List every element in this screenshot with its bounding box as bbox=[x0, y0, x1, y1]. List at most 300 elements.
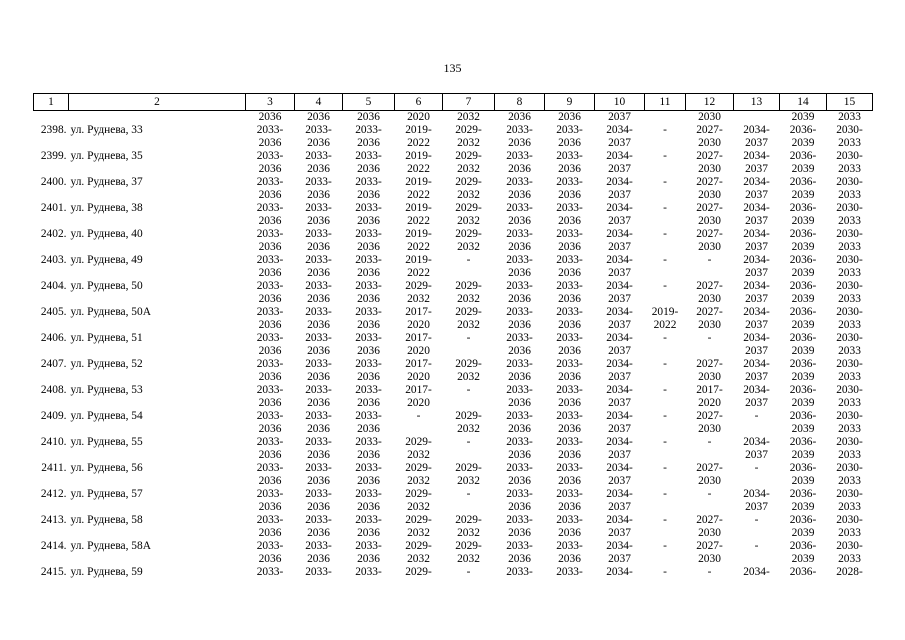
period-start-cell: 2033- bbox=[256, 540, 284, 552]
period-start-cell: 2036- bbox=[789, 202, 817, 214]
column-header: 6 bbox=[395, 94, 443, 111]
row-number: 2415. bbox=[40, 566, 67, 578]
period-start-cell: 2033- bbox=[506, 488, 533, 500]
column-header: 15 bbox=[827, 94, 873, 111]
period-end-cell: 2036 bbox=[307, 241, 330, 253]
period-end-cell: 2037 bbox=[608, 293, 631, 305]
period-start-cell: 2027- bbox=[696, 202, 723, 214]
empty-cell bbox=[69, 397, 246, 410]
period-start-cell: 2030- bbox=[836, 384, 863, 396]
table-row-continuation bbox=[34, 397, 873, 410]
empty-cell bbox=[34, 449, 69, 462]
period-end-cell: 2032 bbox=[457, 475, 480, 487]
period-start-cell: 2033- bbox=[305, 566, 332, 578]
period-end-cell: 2036 bbox=[508, 163, 531, 175]
period-end-cell: 2022 bbox=[407, 241, 430, 253]
period-start-cell: 2033- bbox=[355, 566, 382, 578]
period-start-cell: 2029- bbox=[455, 124, 482, 136]
period-start-cell: 2029- bbox=[405, 566, 432, 578]
period-end-cell: 2039 bbox=[791, 527, 815, 539]
period-end-cell: 2032 bbox=[457, 241, 480, 253]
period-start-cell: 2033- bbox=[256, 228, 284, 240]
period-start-cell: 2030- bbox=[836, 410, 863, 422]
period-start-cell: 2027- bbox=[696, 124, 723, 136]
row-number: 2412. bbox=[40, 488, 67, 500]
period-end-cell: 2032 bbox=[457, 371, 480, 383]
row-number: 2399. bbox=[40, 150, 67, 162]
period-end-cell bbox=[734, 423, 780, 436]
period-start-cell: - bbox=[466, 332, 471, 344]
period-start-cell: 2036- bbox=[789, 436, 817, 448]
period-end-cell: 2036 bbox=[258, 267, 282, 279]
period-start-cell: 2017- bbox=[696, 384, 723, 396]
period-start-cell: - bbox=[466, 488, 471, 500]
period-start-cell: 2030- bbox=[836, 228, 863, 240]
period-end-cell: 2039 bbox=[791, 501, 815, 513]
period-end-cell: 2039 bbox=[791, 345, 815, 357]
period-end-cell bbox=[443, 267, 495, 280]
column-header: 8 bbox=[495, 94, 545, 111]
period-start-cell: 2034- bbox=[606, 436, 633, 448]
period-start-cell: 2034- bbox=[606, 228, 633, 240]
period-start-cell: - bbox=[663, 462, 667, 474]
row-number: 2414. bbox=[40, 540, 67, 552]
table-row bbox=[34, 514, 873, 527]
period-end-cell bbox=[734, 527, 780, 540]
period-end-cell: 2022 bbox=[407, 215, 430, 227]
column-header: 13 bbox=[734, 94, 780, 111]
period-start-cell: 2033- bbox=[506, 384, 533, 396]
period-start-cell: 2034- bbox=[606, 488, 633, 500]
period-start-cell: 2033- bbox=[305, 514, 332, 526]
period-end-cell: 2036 bbox=[508, 527, 531, 539]
period-start-cell: 2034- bbox=[606, 384, 633, 396]
period-start-cell: 2033- bbox=[355, 540, 382, 552]
continuation-cell: 2033 bbox=[838, 111, 861, 123]
period-end-cell: 2039 bbox=[791, 475, 815, 487]
table-row-continuation bbox=[34, 137, 873, 150]
period-start-cell: 2034- bbox=[606, 150, 633, 162]
period-start-cell: 2033- bbox=[305, 332, 332, 344]
period-start-cell: 2034- bbox=[606, 280, 633, 292]
period-end-cell: 2037 bbox=[608, 319, 631, 331]
period-end-cell: 2036 bbox=[307, 475, 330, 487]
period-start-cell: - bbox=[663, 488, 667, 500]
period-start-cell: 2033- bbox=[305, 176, 332, 188]
period-start-cell: 2033- bbox=[355, 254, 382, 266]
column-header: 2 bbox=[69, 94, 246, 111]
period-start-cell: 2033- bbox=[506, 514, 533, 526]
street-address: ул. Руднева, 56 bbox=[70, 462, 143, 474]
period-start-cell: 2036- bbox=[789, 488, 817, 500]
period-end-cell: 2036 bbox=[357, 189, 380, 201]
period-end-cell: 2037 bbox=[608, 501, 631, 513]
period-end-cell: 2032 bbox=[407, 449, 430, 461]
period-start-cell: - bbox=[754, 410, 759, 422]
period-start-cell: - bbox=[707, 566, 712, 578]
table-row bbox=[34, 332, 873, 345]
period-end-cell: 2036 bbox=[558, 267, 581, 279]
row-number: 2407. bbox=[40, 358, 67, 370]
period-start-cell: 2033- bbox=[506, 566, 533, 578]
period-start-cell: 2033- bbox=[305, 410, 332, 422]
row-number: 2404. bbox=[40, 280, 67, 292]
period-start-cell: 2033- bbox=[305, 306, 332, 318]
period-start-cell: - bbox=[663, 566, 667, 578]
period-start-cell: - bbox=[707, 436, 712, 448]
period-end-cell: 2036 bbox=[357, 319, 380, 331]
period-end-cell: 2033 bbox=[838, 449, 861, 461]
period-start-cell: 2033- bbox=[556, 540, 583, 552]
period-start-cell: 2033- bbox=[556, 358, 583, 370]
period-start-cell: 2029- bbox=[455, 514, 482, 526]
period-end-cell: 2036 bbox=[307, 501, 330, 513]
street-address: ул. Руднева, 54 bbox=[70, 410, 143, 422]
period-end-cell: 2036 bbox=[558, 215, 581, 227]
period-start-cell: 2033- bbox=[506, 150, 533, 162]
period-start-cell: 2036- bbox=[789, 540, 817, 552]
period-start-cell: 2033- bbox=[256, 332, 284, 344]
period-end-cell: 2037 bbox=[608, 241, 631, 253]
period-end-cell: 2036 bbox=[558, 423, 581, 435]
period-end-cell: 2033 bbox=[838, 501, 861, 513]
period-start-cell: 2033- bbox=[256, 410, 284, 422]
period-start-cell: 2033- bbox=[556, 202, 583, 214]
table-row bbox=[34, 176, 873, 189]
row-number: 2408. bbox=[40, 384, 67, 396]
period-end-cell: 2036 bbox=[307, 215, 330, 227]
period-start-cell: 2034- bbox=[606, 202, 633, 214]
period-start-cell: 2033- bbox=[256, 384, 284, 396]
empty-cell bbox=[69, 137, 246, 150]
period-start-cell: 2027- bbox=[696, 280, 723, 292]
period-end-cell: 2036 bbox=[357, 475, 380, 487]
period-start-cell: 2034- bbox=[743, 124, 770, 136]
period-start-cell: 2034- bbox=[743, 488, 770, 500]
row-number: 2411. bbox=[41, 462, 67, 474]
period-end-cell: 2032 bbox=[457, 215, 480, 227]
period-start-cell: 2033- bbox=[506, 176, 533, 188]
period-start-cell: 2027- bbox=[696, 176, 723, 188]
period-end-cell bbox=[686, 267, 734, 280]
street-address: ул. Руднева, 35 bbox=[70, 150, 143, 162]
table-row bbox=[34, 384, 873, 397]
period-start-cell: 2033- bbox=[355, 514, 382, 526]
period-end-cell bbox=[686, 449, 734, 462]
column-header: 10 bbox=[595, 94, 645, 111]
period-start-cell: 2029- bbox=[455, 410, 482, 422]
period-end-cell bbox=[645, 137, 686, 150]
period-end-cell: 2037 bbox=[745, 397, 768, 409]
period-end-cell bbox=[395, 423, 443, 436]
period-start-cell: 2033- bbox=[256, 176, 284, 188]
period-end-cell bbox=[443, 449, 495, 462]
period-end-cell: 2036 bbox=[357, 397, 380, 409]
period-end-cell: 2036 bbox=[508, 267, 531, 279]
period-start-cell: 2034- bbox=[743, 332, 770, 344]
period-end-cell: 2030 bbox=[698, 241, 721, 253]
period-end-cell: 2030 bbox=[698, 371, 721, 383]
period-start-cell: - bbox=[707, 254, 712, 266]
period-start-cell: 2019- bbox=[405, 202, 432, 214]
period-end-cell: 2037 bbox=[608, 137, 631, 149]
table-row bbox=[34, 202, 873, 215]
row-number: 2413. bbox=[40, 514, 67, 526]
period-end-cell: 2020 bbox=[698, 397, 721, 409]
row-number: 2400. bbox=[40, 176, 67, 188]
period-end-cell: 2036 bbox=[508, 189, 531, 201]
empty-cell bbox=[34, 475, 69, 488]
period-end-cell: 2036 bbox=[508, 293, 531, 305]
table-row bbox=[34, 462, 873, 475]
period-start-cell: - bbox=[663, 228, 667, 240]
period-end-cell: 2037 bbox=[608, 189, 631, 201]
column-header: 1 bbox=[34, 94, 69, 111]
period-start-cell: 2033- bbox=[556, 566, 583, 578]
period-start-cell: 2036- bbox=[789, 228, 817, 240]
period-end-cell: 2032 bbox=[457, 423, 480, 435]
column-header: 4 bbox=[295, 94, 343, 111]
period-start-cell: 2033- bbox=[506, 436, 533, 448]
period-start-cell: 2033- bbox=[355, 280, 382, 292]
period-start-cell: - bbox=[663, 202, 667, 214]
period-end-cell: 2033 bbox=[838, 423, 861, 435]
empty-cell bbox=[69, 553, 246, 566]
period-start-cell: 2033- bbox=[506, 202, 533, 214]
empty-cell bbox=[69, 475, 246, 488]
period-start-cell: 2027- bbox=[696, 306, 723, 318]
period-start-cell: 2019- bbox=[405, 228, 432, 240]
period-end-cell: 2036 bbox=[307, 345, 330, 357]
period-end-cell: 2036 bbox=[508, 449, 531, 461]
table-row-continuation bbox=[34, 241, 873, 254]
period-start-cell: 2034- bbox=[606, 410, 633, 422]
period-start-cell: 2034- bbox=[606, 566, 633, 578]
period-end-cell: 2020 bbox=[407, 371, 430, 383]
row-number: 2409. bbox=[40, 410, 67, 422]
period-start-cell: 2027- bbox=[696, 540, 723, 552]
period-end-cell: 2037 bbox=[608, 163, 631, 175]
period-end-cell: 2037 bbox=[745, 319, 768, 331]
table-row bbox=[34, 124, 873, 137]
period-start-cell: 2030- bbox=[836, 332, 863, 344]
period-end-cell bbox=[645, 397, 686, 410]
period-end-cell bbox=[645, 215, 686, 228]
period-end-cell: 2037 bbox=[608, 371, 631, 383]
period-start-cell: 2029- bbox=[455, 150, 482, 162]
period-start-cell: 2033- bbox=[556, 462, 583, 474]
period-end-cell: 2039 bbox=[791, 137, 815, 149]
period-end-cell: 2030 bbox=[698, 475, 721, 487]
column-header: 7 bbox=[443, 94, 495, 111]
column-header: 12 bbox=[686, 94, 734, 111]
period-start-cell: - bbox=[707, 332, 712, 344]
table-row bbox=[34, 358, 873, 371]
period-end-cell: 2036 bbox=[307, 189, 330, 201]
period-end-cell: 2033 bbox=[838, 137, 861, 149]
period-start-cell: 2033- bbox=[256, 436, 284, 448]
period-end-cell: 2037 bbox=[608, 267, 631, 279]
street-address: ул. Руднева, 50 bbox=[70, 280, 143, 292]
period-start-cell: 2033- bbox=[256, 358, 284, 370]
empty-cell bbox=[34, 241, 69, 254]
period-end-cell bbox=[645, 241, 686, 254]
period-start-cell: - bbox=[663, 410, 667, 422]
period-end-cell: 2033 bbox=[838, 241, 861, 253]
period-end-cell: 2032 bbox=[457, 293, 480, 305]
period-end-cell: 2033 bbox=[838, 345, 861, 357]
period-end-cell: 2036 bbox=[357, 527, 380, 539]
period-end-cell: 2033 bbox=[838, 163, 861, 175]
period-start-cell: 2029- bbox=[405, 488, 432, 500]
table-row-continuation bbox=[34, 215, 873, 228]
continuation-cell: 2032 bbox=[457, 111, 480, 123]
table-row bbox=[34, 410, 873, 423]
table-row-continuation bbox=[34, 345, 873, 358]
period-start-cell: 2019- bbox=[405, 254, 432, 266]
period-start-cell: 2030- bbox=[836, 436, 863, 448]
period-start-cell: 2034- bbox=[743, 566, 770, 578]
period-start-cell: 2034- bbox=[743, 280, 770, 292]
period-end-cell: 2037 bbox=[608, 423, 631, 435]
period-start-cell: 2033- bbox=[305, 488, 332, 500]
period-start-cell: - bbox=[663, 514, 667, 526]
period-start-cell: 2033- bbox=[506, 358, 533, 370]
empty-cell bbox=[69, 215, 246, 228]
period-start-cell: 2017- bbox=[405, 384, 432, 396]
period-start-cell: 2029- bbox=[405, 462, 432, 474]
empty-cell bbox=[34, 371, 69, 384]
period-start-cell: 2034- bbox=[743, 228, 770, 240]
period-end-cell: 2036 bbox=[258, 397, 282, 409]
period-end-cell: 2033 bbox=[838, 319, 861, 331]
period-end-cell: 2039 bbox=[791, 163, 815, 175]
table-row-continuation bbox=[34, 449, 873, 462]
continuation-cell bbox=[69, 111, 246, 125]
row-number: 2405. bbox=[40, 306, 67, 318]
period-end-cell: 2033 bbox=[838, 371, 861, 383]
period-end-cell: 2032 bbox=[407, 527, 430, 539]
period-end-cell: 2032 bbox=[407, 501, 430, 513]
period-start-cell: 2029- bbox=[455, 540, 482, 552]
period-end-cell: 2036 bbox=[558, 163, 581, 175]
row-number: 2410. bbox=[40, 436, 67, 448]
period-end-cell bbox=[645, 163, 686, 176]
period-start-cell: - bbox=[663, 124, 667, 136]
period-end-cell: 2022 bbox=[407, 267, 430, 279]
period-start-cell: 2034- bbox=[743, 202, 770, 214]
period-end-cell: 2037 bbox=[745, 345, 768, 357]
period-start-cell: 2030- bbox=[836, 254, 863, 266]
period-end-cell: 2036 bbox=[508, 137, 531, 149]
period-end-cell: 2036 bbox=[508, 475, 531, 487]
street-address: ул. Руднева, 51 bbox=[70, 332, 143, 344]
period-start-cell: 2033- bbox=[556, 124, 583, 136]
period-end-cell: 2022 bbox=[407, 189, 430, 201]
period-end-cell: 2036 bbox=[357, 293, 380, 305]
period-start-cell: 2036- bbox=[789, 150, 817, 162]
period-end-cell: 2033 bbox=[838, 215, 861, 227]
period-start-cell: 2034- bbox=[743, 306, 770, 318]
period-end-cell: 2036 bbox=[558, 501, 581, 513]
period-start-cell: 2030- bbox=[836, 358, 863, 370]
period-start-cell: - bbox=[466, 384, 471, 396]
empty-cell bbox=[69, 423, 246, 436]
period-end-cell: 2036 bbox=[508, 397, 531, 409]
table-row-continuation bbox=[34, 527, 873, 540]
period-start-cell: 2033- bbox=[305, 540, 332, 552]
period-end-cell bbox=[645, 293, 686, 306]
period-start-cell: - bbox=[754, 462, 759, 474]
continuation-cell bbox=[34, 111, 69, 125]
period-end-cell bbox=[443, 345, 495, 358]
period-start-cell: 2033- bbox=[305, 280, 332, 292]
street-address: ул. Руднева, 59 bbox=[70, 566, 143, 578]
period-start-cell: 2036- bbox=[789, 306, 817, 318]
period-end-cell: 2020 bbox=[407, 397, 430, 409]
empty-cell bbox=[69, 501, 246, 514]
table-row-continuation bbox=[34, 501, 873, 514]
period-end-cell: 2037 bbox=[745, 189, 768, 201]
period-end-cell: 2020 bbox=[407, 319, 430, 331]
continuation-cell: 2020 bbox=[407, 111, 430, 123]
period-start-cell: 2036- bbox=[789, 280, 817, 292]
period-end-cell: 2037 bbox=[608, 449, 631, 461]
continuation-cell: 2036 bbox=[558, 111, 581, 123]
period-start-cell: - bbox=[707, 488, 712, 500]
street-address: ул. Руднева, 33 bbox=[70, 124, 143, 136]
empty-cell bbox=[34, 163, 69, 176]
period-start-cell: 2027- bbox=[696, 228, 723, 240]
period-start-cell: 2029- bbox=[405, 436, 432, 448]
period-end-cell: 2037 bbox=[608, 553, 631, 565]
period-start-cell: 2033- bbox=[305, 124, 332, 136]
period-start-cell: 2036- bbox=[789, 254, 817, 266]
period-end-cell: 2036 bbox=[357, 371, 380, 383]
period-end-cell: 2030 bbox=[698, 527, 721, 539]
period-end-cell: 2036 bbox=[508, 345, 531, 357]
period-start-cell: 2033- bbox=[305, 228, 332, 240]
empty-cell bbox=[69, 267, 246, 280]
period-end-cell: 2036 bbox=[357, 423, 380, 435]
empty-cell bbox=[69, 293, 246, 306]
period-end-cell: 2036 bbox=[258, 319, 282, 331]
period-start-cell: 2033- bbox=[305, 436, 332, 448]
period-end-cell bbox=[645, 267, 686, 280]
period-start-cell: - bbox=[416, 410, 421, 422]
period-end-cell: 2037 bbox=[745, 215, 768, 227]
period-end-cell: 2037 bbox=[745, 137, 768, 149]
period-start-cell: 2036- bbox=[789, 462, 817, 474]
period-start-cell: 2036- bbox=[789, 410, 817, 422]
period-end-cell: 2039 bbox=[791, 449, 815, 461]
period-end-cell bbox=[645, 371, 686, 384]
period-end-cell bbox=[645, 553, 686, 566]
period-start-cell: - bbox=[466, 436, 471, 448]
period-end-cell: 2036 bbox=[558, 189, 581, 201]
street-address: ул. Руднева, 58 bbox=[70, 514, 143, 526]
period-start-cell: 2033- bbox=[556, 436, 583, 448]
period-start-cell: 2033- bbox=[305, 358, 332, 370]
period-start-cell: 2033- bbox=[556, 228, 583, 240]
period-end-cell: 2032 bbox=[457, 137, 480, 149]
period-start-cell: 2036- bbox=[789, 566, 817, 578]
period-end-cell: 2039 bbox=[791, 423, 815, 435]
period-end-cell: 2036 bbox=[508, 371, 531, 383]
period-end-cell: 2037 bbox=[745, 449, 768, 461]
period-start-cell: 2036- bbox=[789, 358, 817, 370]
period-start-cell: 2034- bbox=[606, 540, 633, 552]
